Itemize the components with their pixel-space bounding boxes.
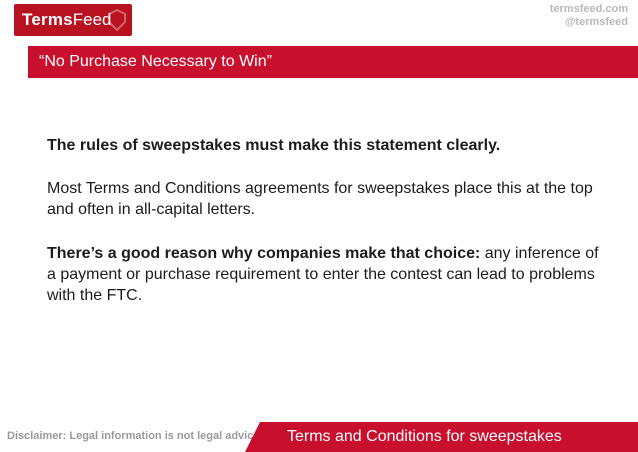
slide-title: “No Purchase Necessary to Win” [39, 53, 272, 70]
reason-bold-text: There’s a good reason why companies make that choice: [47, 245, 481, 262]
lead-statement: The rules of sweepstakes must make this statement clearly. [47, 137, 501, 154]
body-paragraph: Most Terms and Conditions agreements for sweepstakes place this at the top and often in all-capital letters. [47, 180, 593, 218]
logo-terms-text: Terms [22, 10, 73, 29]
footer-topic: Terms and Conditions for sweepstakes [287, 428, 562, 445]
reason-paragraph [47, 243, 607, 306]
termsfeed-logo [14, 4, 132, 36]
reason-rest-text: any inference of a payment or purchase requirement to enter the contest can lead to problems with the FTC. [47, 245, 599, 304]
title-bar [28, 46, 638, 78]
footer-bar [260, 422, 638, 452]
social-handle: @termsfeed [564, 16, 628, 28]
logo-feed-text: Feed [72, 10, 112, 29]
disclaimer: Disclaimer: Legal information is not legal advice [7, 430, 260, 442]
footer-slant [245, 422, 260, 452]
logo-mark-icon [106, 8, 128, 32]
site-url: termsfeed.com [549, 3, 628, 15]
brand-info [550, 3, 628, 29]
slide-content [47, 136, 607, 306]
